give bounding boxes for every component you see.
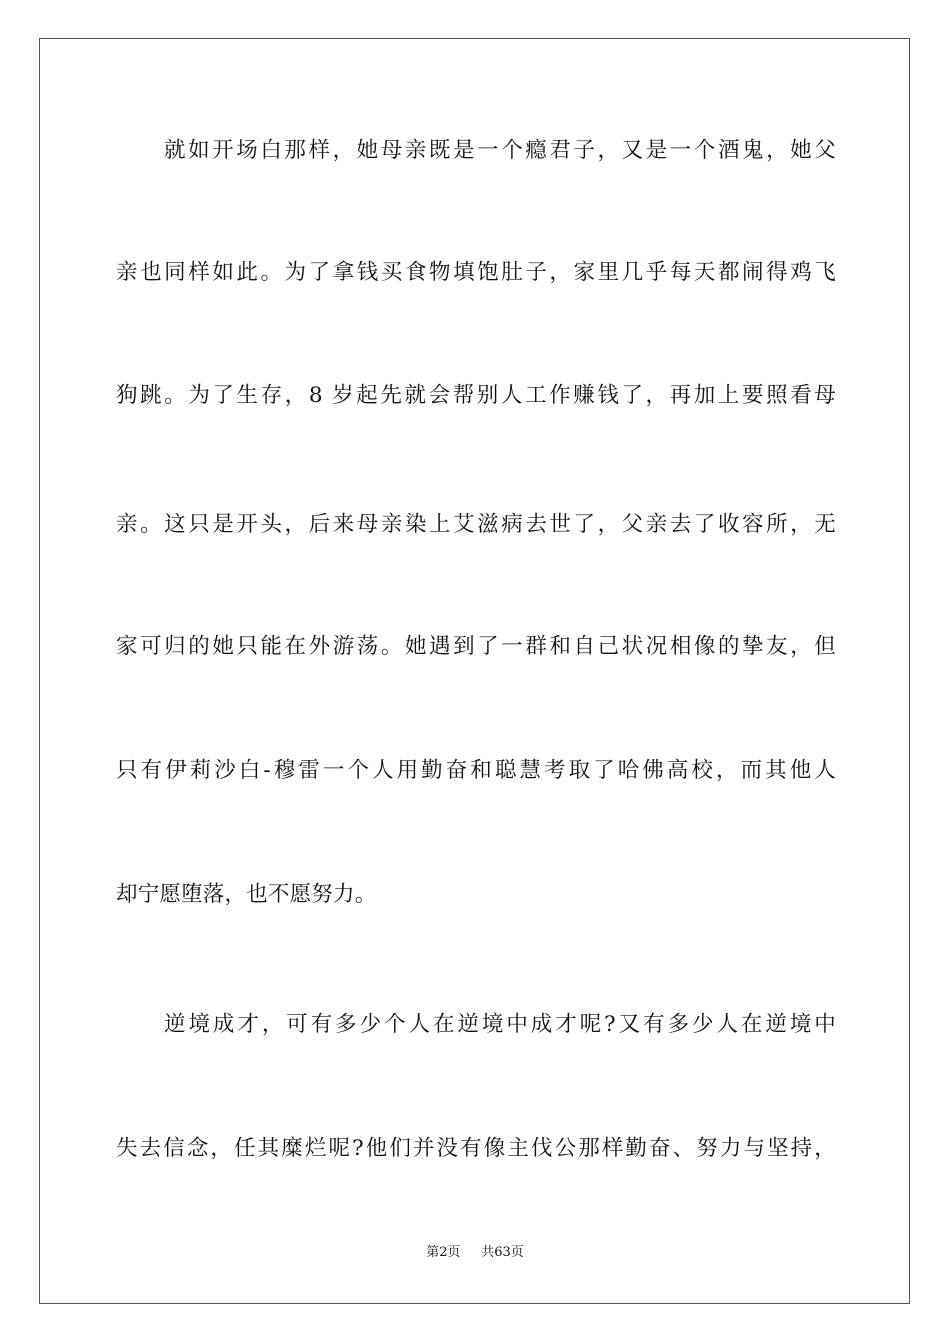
text-line: 亲也同样如此。为了拿钱买食物填饱肚子，家里几乎每天都闹得鸡飞 <box>116 260 836 285</box>
page-footer <box>0 1244 950 1262</box>
text-line: 狗跳。为了生存，8 岁起先就会帮别人工作赚钱了，再加上要照看母 <box>116 383 836 408</box>
text-line: 失去信念，任其糜烂呢?他们并没有像主伐公那样勤奋、努力与坚持， <box>116 1136 836 1161</box>
page-total: 共63页 <box>481 1245 524 1260</box>
text-line: 亲。这只是开头，后来母亲染上艾滋病去世了，父亲去了收容所，无 <box>116 512 836 537</box>
text-line: 家可归的她只能在外游荡。她遇到了一群和自己状况相像的挚友，但 <box>116 634 836 659</box>
page-number: 第2页 <box>426 1245 461 1260</box>
text-line: 逆境成才，可有多少个人在逆境中成才呢?又有多少人在逆境中 <box>164 1012 836 1037</box>
text-line: 只有伊莉沙白-穆雷一个人用勤奋和聪慧考取了哈佛高校，而其他人 <box>116 758 836 783</box>
page-frame <box>39 38 910 1304</box>
text-line: 就如开场白那样，她母亲既是一个瘾君子，又是一个酒鬼，她父 <box>164 138 836 163</box>
text-line: 却宁愿堕落，也不愿努力。 <box>116 882 377 907</box>
